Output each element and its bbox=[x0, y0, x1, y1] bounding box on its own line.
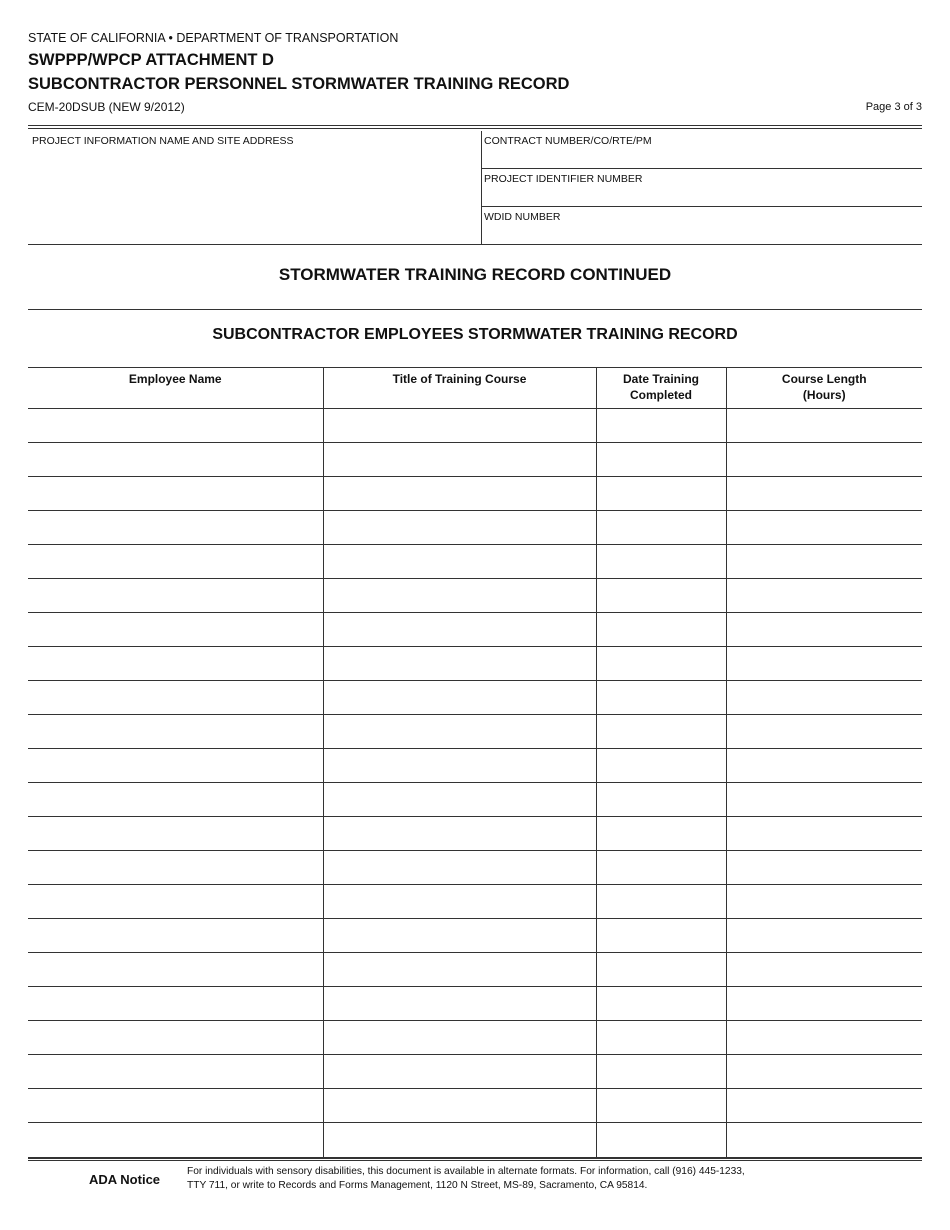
contract-number-field[interactable] bbox=[482, 131, 922, 169]
wdid-number-field[interactable] bbox=[482, 207, 922, 244]
employee-name-cell[interactable] bbox=[28, 919, 323, 953]
course-length-cell[interactable] bbox=[726, 545, 922, 579]
column-header-course-length: Course Length (Hours) bbox=[726, 368, 922, 409]
date-completed-cell[interactable] bbox=[596, 953, 726, 987]
course-length-cell[interactable] bbox=[726, 749, 922, 783]
course-length-cell[interactable] bbox=[726, 1055, 922, 1089]
course-length-cell[interactable] bbox=[726, 919, 922, 953]
course-length-cell[interactable] bbox=[726, 1021, 922, 1055]
date-completed-cell[interactable] bbox=[596, 545, 726, 579]
course-length-cell[interactable] bbox=[726, 817, 922, 851]
employee-name-cell[interactable] bbox=[28, 783, 323, 817]
course-length-cell[interactable] bbox=[726, 477, 922, 511]
table-row bbox=[28, 1055, 922, 1089]
course-length-cell[interactable] bbox=[726, 783, 922, 817]
employee-name-cell[interactable] bbox=[28, 647, 323, 681]
employee-name-cell[interactable] bbox=[28, 545, 323, 579]
training-course-cell[interactable] bbox=[323, 885, 596, 919]
table-row bbox=[28, 783, 922, 817]
date-completed-cell[interactable] bbox=[596, 681, 726, 715]
date-completed-cell[interactable] bbox=[596, 783, 726, 817]
date-completed-cell[interactable] bbox=[596, 613, 726, 647]
continued-heading: STORMWATER TRAINING RECORD CONTINUED bbox=[278, 265, 672, 284]
table-row bbox=[28, 511, 922, 545]
project-name-address-label: PROJECT INFORMATION NAME AND SITE ADDRESS bbox=[32, 135, 294, 147]
date-completed-cell[interactable] bbox=[596, 851, 726, 885]
table-row bbox=[28, 681, 922, 715]
course-length-cell[interactable] bbox=[726, 511, 922, 545]
table-heading: SUBCONTRACTOR EMPLOYEES STORMWATER TRAINING RECORD bbox=[212, 326, 738, 343]
table-row bbox=[28, 1021, 922, 1055]
table-row bbox=[28, 1123, 922, 1159]
training-course-cell[interactable] bbox=[323, 613, 596, 647]
employee-name-cell[interactable] bbox=[28, 749, 323, 783]
date-completed-cell[interactable] bbox=[596, 647, 726, 681]
employee-name-cell[interactable] bbox=[28, 817, 323, 851]
employee-name-cell[interactable] bbox=[28, 613, 323, 647]
employee-name-cell[interactable] bbox=[28, 477, 323, 511]
project-name-address-field[interactable] bbox=[28, 131, 482, 244]
wdid-number-label: WDID NUMBER bbox=[484, 211, 561, 223]
header-divider bbox=[28, 125, 922, 129]
ada-notice-text: For individuals with sensory disabilities, this document is available in alternate formats. For information, call (916) 445-1233, TTY 711, or write to Records and Forms Management, 1120 N Street, MS-89, Sacramento, CA 95814. bbox=[187, 1166, 745, 1191]
employee-name-cell[interactable] bbox=[28, 579, 323, 613]
training-course-cell[interactable] bbox=[323, 545, 596, 579]
course-length-cell[interactable] bbox=[726, 1089, 922, 1123]
date-completed-cell[interactable] bbox=[596, 715, 726, 749]
table-row bbox=[28, 477, 922, 511]
training-course-cell[interactable] bbox=[323, 647, 596, 681]
employee-name-cell[interactable] bbox=[28, 681, 323, 715]
column-header-date-completed: Date Training Completed bbox=[596, 368, 726, 409]
contract-number-label: CONTRACT NUMBER/CO/RTE/PM bbox=[484, 135, 652, 147]
date-completed-cell[interactable] bbox=[596, 443, 726, 477]
date-completed-cell[interactable] bbox=[596, 1089, 726, 1123]
form-subtitle: SUBCONTRACTOR PERSONNEL STORMWATER TRAINING RECORD bbox=[28, 75, 570, 93]
project-identifier-field[interactable] bbox=[482, 169, 922, 207]
training-course-cell[interactable] bbox=[323, 681, 596, 715]
employee-name-cell[interactable] bbox=[28, 1055, 323, 1089]
training-course-cell[interactable] bbox=[323, 1055, 596, 1089]
training-course-cell[interactable] bbox=[323, 749, 596, 783]
section-divider bbox=[28, 309, 922, 310]
employee-name-cell[interactable] bbox=[28, 987, 323, 1021]
employee-name-cell[interactable] bbox=[28, 409, 323, 443]
training-course-cell[interactable] bbox=[323, 1021, 596, 1055]
table-header-row bbox=[28, 368, 922, 409]
training-course-cell[interactable] bbox=[323, 477, 596, 511]
table-row bbox=[28, 885, 922, 919]
page-number: Page 3 of 3 bbox=[865, 101, 922, 113]
table-row bbox=[28, 987, 922, 1021]
course-length-cell[interactable] bbox=[726, 715, 922, 749]
date-completed-cell[interactable] bbox=[596, 1021, 726, 1055]
training-course-cell[interactable] bbox=[323, 851, 596, 885]
date-completed-cell[interactable] bbox=[596, 511, 726, 545]
course-length-cell[interactable] bbox=[726, 579, 922, 613]
project-identifier-label: PROJECT IDENTIFIER NUMBER bbox=[484, 173, 643, 185]
table-row bbox=[28, 749, 922, 783]
date-completed-cell[interactable] bbox=[596, 987, 726, 1021]
training-course-cell[interactable] bbox=[323, 987, 596, 1021]
training-record-table bbox=[28, 367, 922, 1159]
date-completed-cell[interactable] bbox=[596, 579, 726, 613]
course-length-cell[interactable] bbox=[726, 443, 922, 477]
training-course-cell[interactable] bbox=[323, 1123, 596, 1159]
training-course-cell[interactable] bbox=[323, 1089, 596, 1123]
employee-name-cell[interactable] bbox=[28, 1123, 323, 1159]
form-number: CEM-20DSUB (NEW 9/2012) bbox=[28, 100, 185, 114]
training-course-cell[interactable] bbox=[323, 715, 596, 749]
training-course-cell[interactable] bbox=[323, 919, 596, 953]
table-row bbox=[28, 545, 922, 579]
course-length-cell[interactable] bbox=[726, 613, 922, 647]
employee-name-cell[interactable] bbox=[28, 715, 323, 749]
course-length-cell[interactable] bbox=[726, 851, 922, 885]
footer-divider bbox=[28, 1157, 922, 1161]
training-course-cell[interactable] bbox=[323, 579, 596, 613]
table-row bbox=[28, 953, 922, 987]
employee-name-cell[interactable] bbox=[28, 851, 323, 885]
course-length-cell[interactable] bbox=[726, 953, 922, 987]
training-course-cell[interactable] bbox=[323, 817, 596, 851]
form-title: SWPPP/WPCP ATTACHMENT D bbox=[28, 51, 274, 69]
table-row bbox=[28, 851, 922, 885]
column-header-training-course: Title of Training Course bbox=[323, 368, 596, 409]
date-completed-cell[interactable] bbox=[596, 1123, 726, 1159]
table-row bbox=[28, 1089, 922, 1123]
training-course-cell[interactable] bbox=[323, 409, 596, 443]
course-length-cell[interactable] bbox=[726, 885, 922, 919]
date-completed-cell[interactable] bbox=[596, 817, 726, 851]
date-completed-cell[interactable] bbox=[596, 885, 726, 919]
table-row bbox=[28, 647, 922, 681]
employee-name-cell[interactable] bbox=[28, 885, 323, 919]
employee-name-cell[interactable] bbox=[28, 953, 323, 987]
training-course-cell[interactable] bbox=[323, 953, 596, 987]
table-row bbox=[28, 613, 922, 647]
date-completed-cell[interactable] bbox=[596, 919, 726, 953]
employee-name-cell[interactable] bbox=[28, 1089, 323, 1123]
date-completed-cell[interactable] bbox=[596, 1055, 726, 1089]
employee-name-cell[interactable] bbox=[28, 1021, 323, 1055]
date-completed-cell[interactable] bbox=[596, 749, 726, 783]
ada-notice-label: ADA Notice bbox=[89, 1172, 161, 1187]
column-header-employee-name: Employee Name bbox=[28, 368, 323, 409]
training-course-cell[interactable] bbox=[323, 443, 596, 477]
table-row bbox=[28, 919, 922, 953]
table-row bbox=[28, 817, 922, 851]
course-length-cell[interactable] bbox=[726, 1123, 922, 1159]
course-length-cell[interactable] bbox=[726, 987, 922, 1021]
project-info-section bbox=[28, 131, 922, 245]
course-length-cell[interactable] bbox=[726, 681, 922, 715]
table-row bbox=[28, 579, 922, 613]
course-length-cell[interactable] bbox=[726, 409, 922, 443]
training-course-cell[interactable] bbox=[323, 511, 596, 545]
table-row bbox=[28, 443, 922, 477]
training-course-cell[interactable] bbox=[323, 783, 596, 817]
date-completed-cell[interactable] bbox=[596, 409, 726, 443]
table-row bbox=[28, 409, 922, 443]
course-length-cell[interactable] bbox=[726, 647, 922, 681]
agency-line: STATE OF CALIFORNIA • DEPARTMENT OF TRANSPORTATION bbox=[28, 31, 399, 45]
table-row bbox=[28, 715, 922, 749]
employee-name-cell[interactable] bbox=[28, 511, 323, 545]
employee-name-cell[interactable] bbox=[28, 443, 323, 477]
date-completed-cell[interactable] bbox=[596, 477, 726, 511]
